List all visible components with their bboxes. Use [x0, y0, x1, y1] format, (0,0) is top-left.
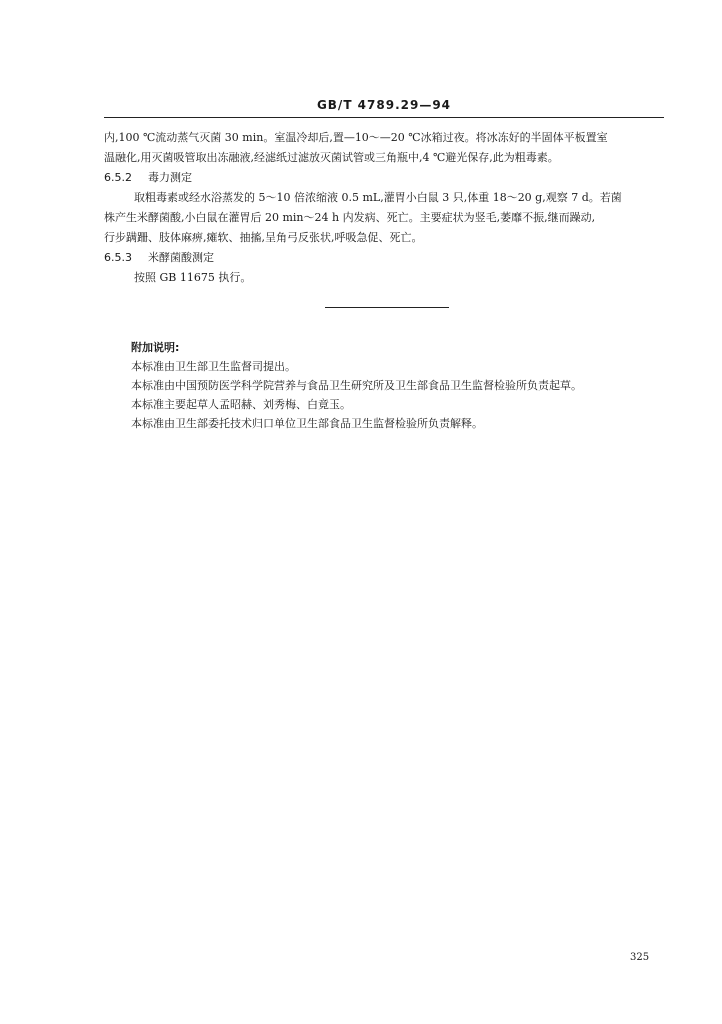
body-line-2: 温融化,用灭菌吸管取出冻融液,经滤纸过滤放灭菌试管或三角瓶中,4 ℃避光保存,此为粗毒素。	[104, 151, 559, 164]
section-heading-6-5-2	[104, 168, 664, 188]
header-rule	[104, 117, 664, 118]
section-number: 6.5.3	[104, 251, 132, 264]
section-title: 米酵菌酸测定	[148, 251, 214, 264]
notes-line-2: 本标准由中国预防医学科学院营养与食品卫生研究所及卫生部食品卫生监督检验所负责起草。	[131, 379, 582, 392]
section-6-5-2-line-1: 取粗毒素或经水浴蒸发的 5～10 倍浓缩液 0.5 mL,灌胃小白鼠 3 只,体重 18～20 g,观察 7 d。若菌	[134, 191, 622, 204]
section-6-5-2-line-2: 株产生米酵菌酸,小白鼠在灌胃后 20 min～24 h 内发病、死亡。主要症状为竖毛,萎靡不振,继而躁动,	[104, 211, 596, 224]
section-title: 毒力测定	[148, 171, 192, 184]
standard-code-header: GB/T 4789.29—94	[316, 98, 452, 112]
section-number: 6.5.2	[104, 171, 132, 184]
section-6-5-2-line-3: 行步蹒跚、肢体麻痹,瘫软、抽搐,呈角弓反张状,呼吸急促、死亡。	[104, 231, 423, 244]
notes-title: 附加说明:	[131, 341, 180, 354]
notes-line-4: 本标准由卫生部委托技术归口单位卫生部食品卫生监督检验所负责解释。	[131, 417, 483, 430]
additional-notes	[131, 338, 671, 433]
page-number: 325	[630, 952, 650, 963]
notes-line-1: 本标准由卫生部卫生监督司提出。	[131, 360, 296, 373]
section-6-5-3-line-1: 按照 GB 11675 执行。	[134, 271, 252, 284]
body-line-1: 内,100 ℃流动蒸气灭菌 30 min。室温冷却后,置—10～—20 ℃冰箱过夜。将冰冻好的半固体平板置室	[104, 131, 608, 144]
section-heading-6-5-3	[104, 248, 664, 268]
notes-line-3: 本标准主要起草人孟昭赫、刘秀梅、白竟玉。	[131, 398, 351, 411]
section-divider	[325, 307, 449, 308]
main-body	[104, 128, 664, 288]
